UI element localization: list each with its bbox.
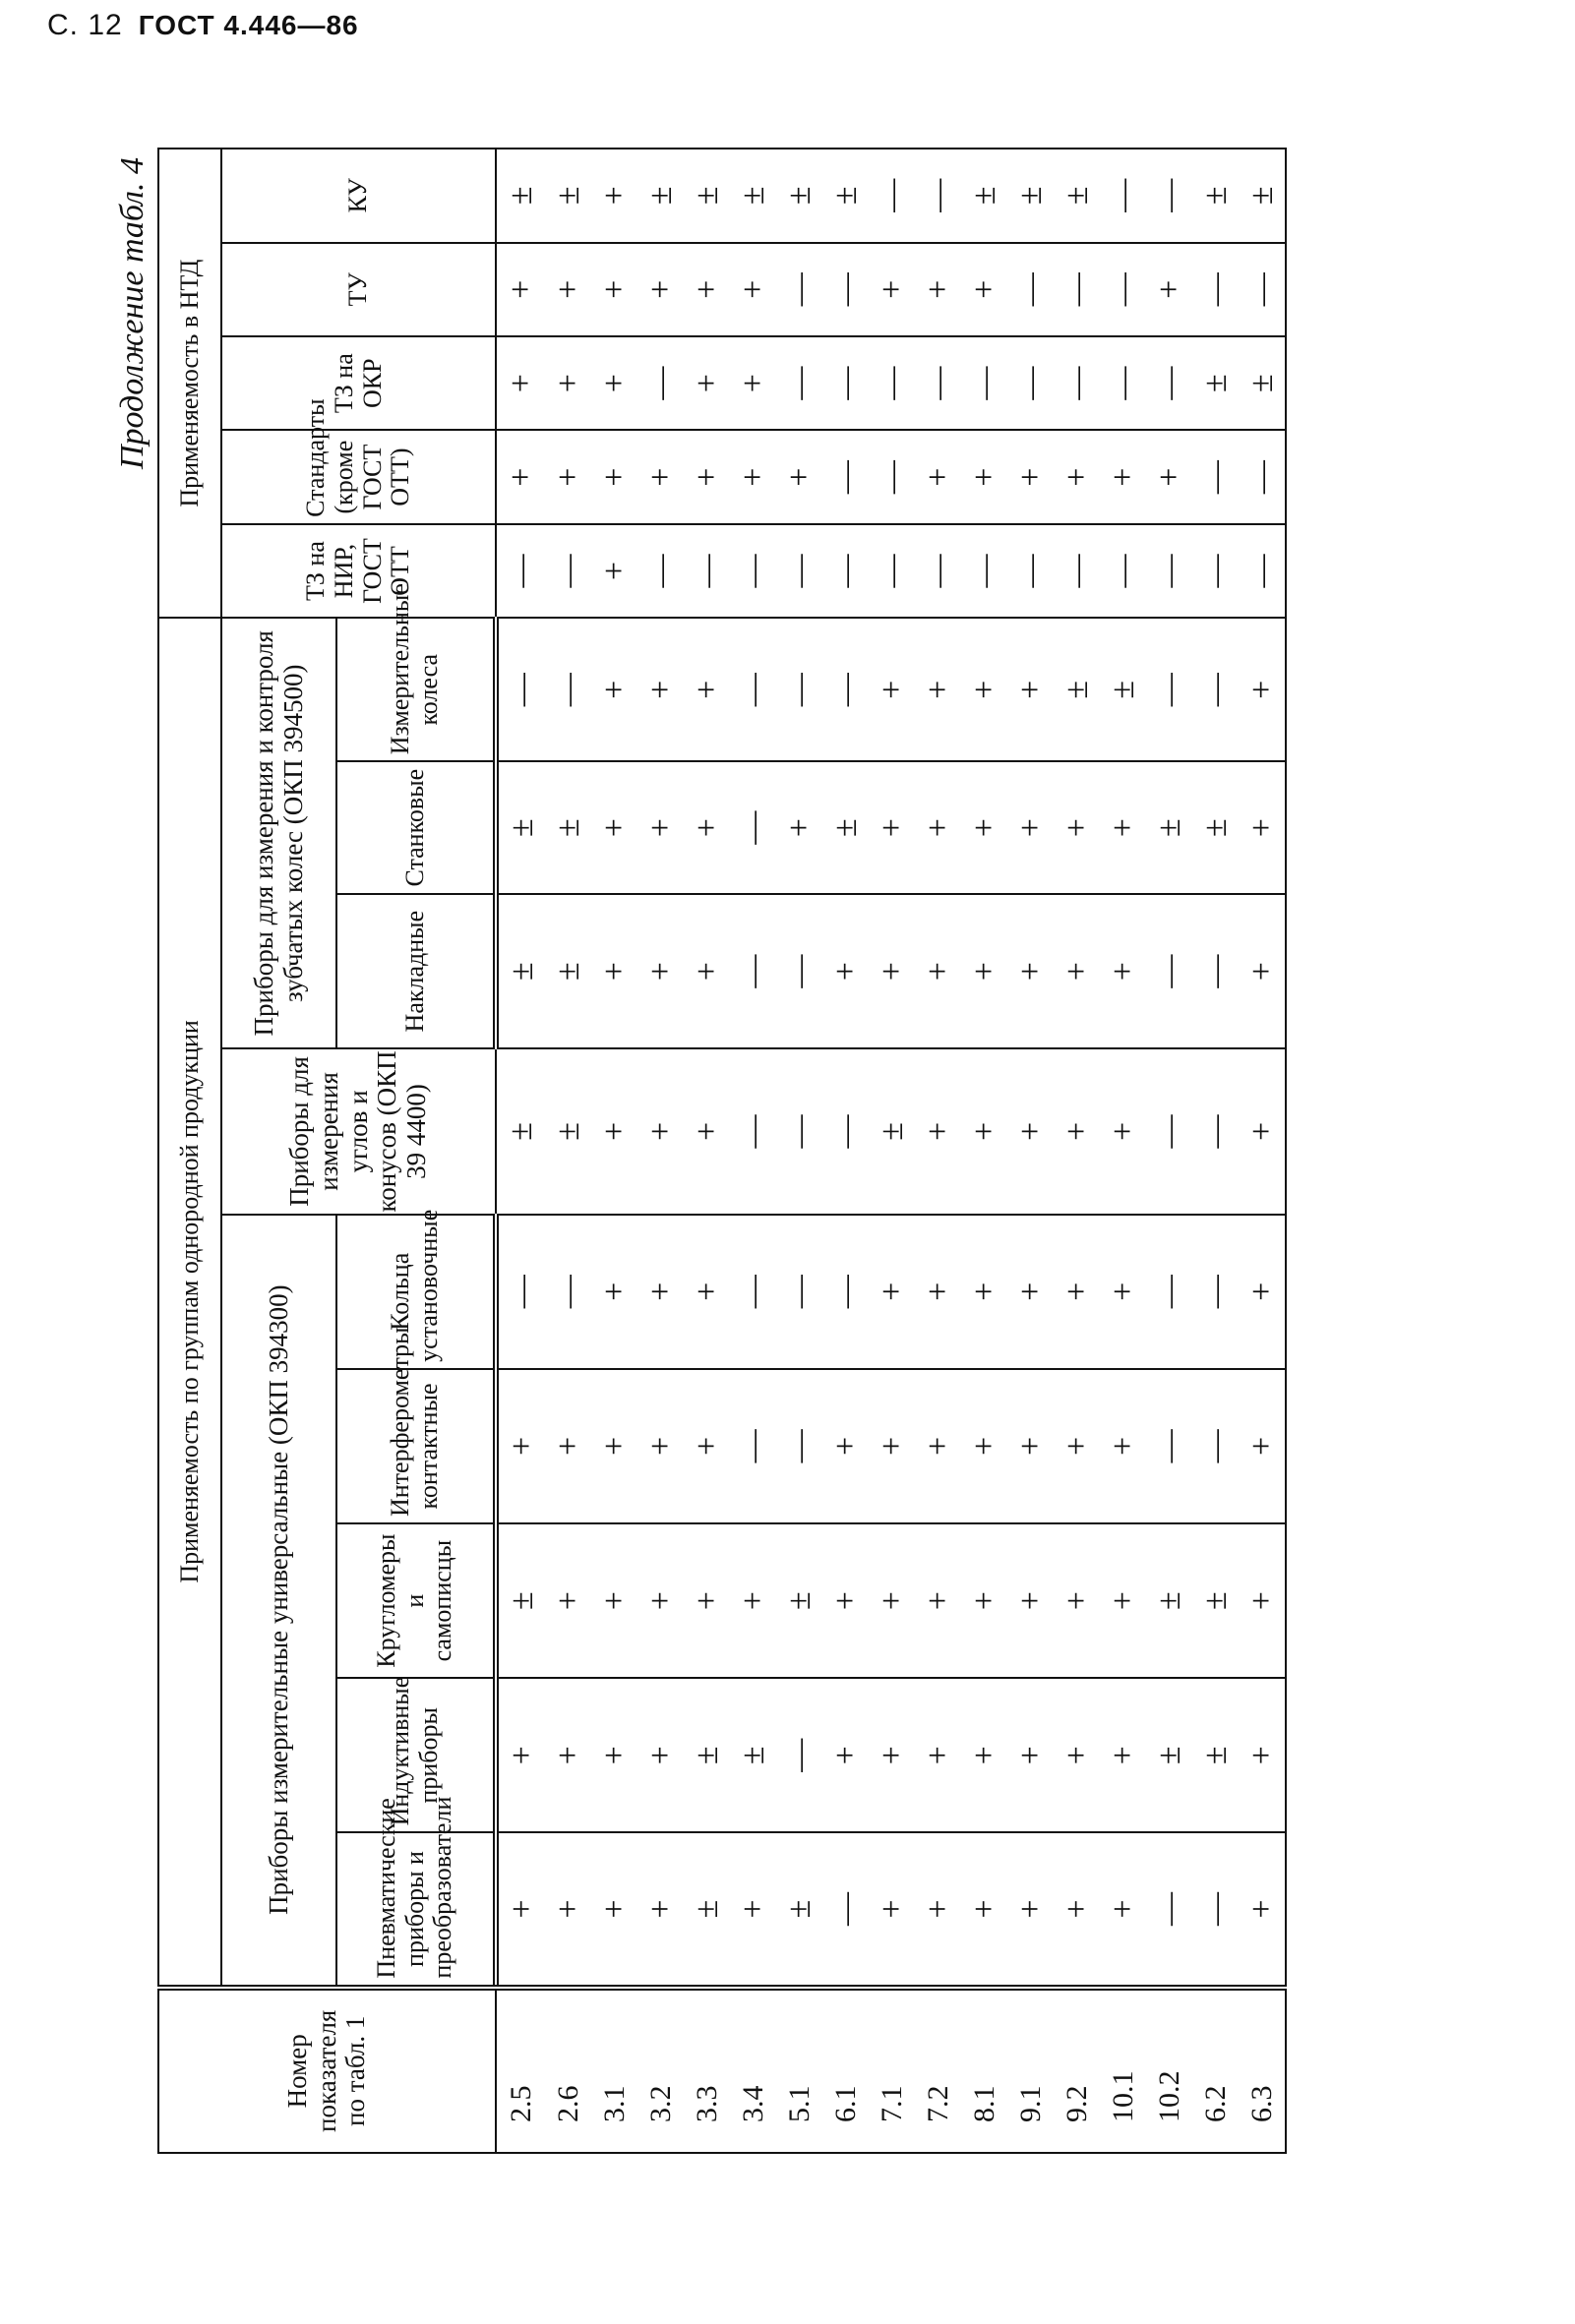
- cell-tu: +: [591, 243, 637, 336]
- cell-tz-okr: —: [915, 336, 961, 430]
- cell-master: +: [591, 618, 637, 761]
- cell-rings: +: [637, 1215, 684, 1369]
- cell-inductive: +: [1054, 1678, 1100, 1832]
- cell-interferometers: +: [1007, 1369, 1054, 1523]
- row-number-cell: 3.3: [684, 1988, 730, 2153]
- cell-ku: ±: [776, 149, 822, 243]
- cell-bench: +: [684, 761, 730, 894]
- cell-bench: +: [1054, 761, 1100, 894]
- col-roundness-header: Кругломеры и самописцы: [336, 1523, 496, 1678]
- cell-tz-nir: —: [496, 524, 545, 618]
- cell-standards: +: [684, 430, 730, 523]
- col-ku-header: КУ: [221, 149, 496, 243]
- cell-rings: +: [684, 1215, 730, 1369]
- cell-rings: —: [730, 1215, 776, 1369]
- cell-roundness: ±: [1192, 1523, 1239, 1678]
- cell-ku: ±: [545, 149, 591, 243]
- row-number-cell: 6.3: [1239, 1988, 1286, 2153]
- cell-ku: ±: [730, 149, 776, 243]
- cell-ku: ±: [1192, 149, 1239, 243]
- row-number-cell: 8.1: [961, 1988, 1007, 2153]
- cell-overhead: +: [869, 894, 915, 1048]
- row-number-cell: 2.6: [545, 1988, 591, 2153]
- row-number-cell: 10.1: [1100, 1988, 1146, 2153]
- cell-pneumatic: ±: [776, 1832, 822, 1987]
- cell-tz-nir: —: [776, 524, 822, 618]
- cell-rings: +: [591, 1215, 637, 1369]
- cell-master: ±: [1100, 618, 1146, 761]
- cell-roundness: +: [684, 1523, 730, 1678]
- cell-interferometers: +: [591, 1369, 637, 1523]
- cell-interferometers: —: [1146, 1369, 1192, 1523]
- cell-tu: +: [496, 243, 545, 336]
- cell-angles: +: [1239, 1048, 1286, 1214]
- cell-roundness: +: [915, 1523, 961, 1678]
- cell-tz-nir: —: [822, 524, 869, 618]
- cell-interferometers: +: [637, 1369, 684, 1523]
- col-inductive-header: Индуктивные приборы: [336, 1678, 496, 1832]
- cell-tz-nir: +: [591, 524, 637, 618]
- cell-roundness: +: [869, 1523, 915, 1678]
- cell-tz-nir: —: [1054, 524, 1100, 618]
- cell-rings: +: [869, 1215, 915, 1369]
- cell-inductive: +: [1239, 1678, 1286, 1832]
- cell-ku: ±: [1007, 149, 1054, 243]
- cell-angles: —: [730, 1048, 776, 1214]
- cell-tz-okr: —: [1054, 336, 1100, 430]
- cell-roundness: ±: [496, 1523, 545, 1678]
- table-row: [776, 149, 822, 2153]
- cell-tz-nir: —: [637, 524, 684, 618]
- cell-overhead: +: [637, 894, 684, 1048]
- table-row: [961, 149, 1007, 2153]
- cell-angles: +: [591, 1048, 637, 1214]
- cell-pneumatic: +: [869, 1832, 915, 1987]
- cell-overhead: +: [915, 894, 961, 1048]
- cell-roundness: ±: [776, 1523, 822, 1678]
- row-number-cell: 3.1: [591, 1988, 637, 2153]
- cell-interferometers: +: [496, 1369, 545, 1523]
- cell-pneumatic: +: [961, 1832, 1007, 1987]
- row-number-cell: 6.2: [1192, 1988, 1239, 2153]
- cell-tz-okr: —: [1100, 336, 1146, 430]
- cell-tu: +: [637, 243, 684, 336]
- cell-angles: +: [961, 1048, 1007, 1214]
- col-tu-header: ТУ: [221, 243, 496, 336]
- cell-inductive: +: [637, 1678, 684, 1832]
- cell-pneumatic: +: [496, 1832, 545, 1987]
- cell-standards: +: [1007, 430, 1054, 523]
- cell-angles: +: [1054, 1048, 1100, 1214]
- table-row: [1146, 149, 1192, 2153]
- table-row: [915, 149, 961, 2153]
- cell-standards: +: [961, 430, 1007, 523]
- cell-interferometers: +: [1054, 1369, 1100, 1523]
- page-number: С. 12: [47, 9, 123, 41]
- cell-roundness: ±: [1146, 1523, 1192, 1678]
- cell-tz-okr: +: [545, 336, 591, 430]
- col-tz-okr-header: ТЗ на ОКР: [221, 336, 496, 430]
- row-number-cell: 3.4: [730, 1988, 776, 2153]
- cell-inductive: ±: [684, 1678, 730, 1832]
- cell-ku: ±: [684, 149, 730, 243]
- cell-tu: —: [822, 243, 869, 336]
- cell-bench: ±: [545, 761, 591, 894]
- cell-bench: —: [730, 761, 776, 894]
- cell-tz-okr: —: [822, 336, 869, 430]
- cell-inductive: ±: [1192, 1678, 1239, 1832]
- cell-angles: +: [1007, 1048, 1054, 1214]
- cell-inductive: +: [496, 1678, 545, 1832]
- cell-rings: +: [1054, 1215, 1100, 1369]
- cell-angles: —: [776, 1048, 822, 1214]
- cell-master: +: [869, 618, 915, 761]
- cell-master: +: [637, 618, 684, 761]
- cell-standards: +: [1100, 430, 1146, 523]
- sub-angles-header: Приборы для измерения углов и конусов (ОКП 39 4400): [221, 1048, 496, 1214]
- cell-roundness: +: [1100, 1523, 1146, 1678]
- cell-angles: ±: [869, 1048, 915, 1214]
- row-number-cell: 7.1: [869, 1988, 915, 2153]
- cell-standards: +: [776, 430, 822, 523]
- col-rings-header: Кольца установочные: [336, 1215, 496, 1369]
- cell-inductive: +: [1007, 1678, 1054, 1832]
- table-row: [1239, 149, 1286, 2153]
- row-number-cell: 9.1: [1007, 1988, 1054, 2153]
- cell-tz-nir: —: [915, 524, 961, 618]
- cell-master: —: [545, 618, 591, 761]
- cell-ku: —: [1100, 149, 1146, 243]
- table-body: [496, 149, 1286, 2153]
- cell-bench: +: [637, 761, 684, 894]
- cell-inductive: +: [961, 1678, 1007, 1832]
- cell-pneumatic: +: [1007, 1832, 1054, 1987]
- cell-inductive: ±: [730, 1678, 776, 1832]
- cell-overhead: ±: [496, 894, 545, 1048]
- col-overhead-header: Накладные: [336, 894, 496, 1048]
- cell-ku: ±: [822, 149, 869, 243]
- cell-standards: —: [822, 430, 869, 523]
- cell-tz-nir: —: [684, 524, 730, 618]
- cell-interferometers: +: [961, 1369, 1007, 1523]
- cell-pneumatic: +: [1239, 1832, 1286, 1987]
- applicability-table: [157, 148, 1287, 2154]
- row-number-cell: 9.2: [1054, 1988, 1100, 2153]
- cell-overhead: +: [961, 894, 1007, 1048]
- cell-angles: ±: [496, 1048, 545, 1214]
- cell-bench: ±: [822, 761, 869, 894]
- cell-bench: +: [1100, 761, 1146, 894]
- cell-master: +: [961, 618, 1007, 761]
- cell-pneumatic: +: [1054, 1832, 1100, 1987]
- cell-rings: +: [1239, 1215, 1286, 1369]
- cell-rings: —: [822, 1215, 869, 1369]
- cell-pneumatic: —: [1146, 1832, 1192, 1987]
- cell-angles: +: [915, 1048, 961, 1214]
- cell-tz-nir: —: [1100, 524, 1146, 618]
- cell-standards: +: [496, 430, 545, 523]
- cell-inductive: +: [591, 1678, 637, 1832]
- sub-gears-header: Приборы для измерения и контроля зубчатых колес (ОКП 394500): [221, 618, 336, 1048]
- cell-tz-okr: ±: [1192, 336, 1239, 430]
- cell-tu: —: [776, 243, 822, 336]
- cell-tz-nir: —: [545, 524, 591, 618]
- cell-master: —: [822, 618, 869, 761]
- col-standards-header: Стандарты (кроме ГОСТ ОТТ): [221, 430, 496, 523]
- cell-interferometers: —: [776, 1369, 822, 1523]
- cell-master: —: [730, 618, 776, 761]
- table-row: [591, 149, 637, 2153]
- cell-roundness: +: [822, 1523, 869, 1678]
- cell-master: —: [776, 618, 822, 761]
- rotated-table-area: [98, 148, 1279, 2154]
- cell-ku: ±: [961, 149, 1007, 243]
- table-row: [822, 149, 869, 2153]
- cell-interferometers: +: [545, 1369, 591, 1523]
- cell-tu: —: [1054, 243, 1100, 336]
- cell-tz-nir: —: [961, 524, 1007, 618]
- cell-overhead: +: [1054, 894, 1100, 1048]
- cell-tz-okr: ±: [1239, 336, 1286, 430]
- cell-tu: +: [684, 243, 730, 336]
- cell-ku: —: [1146, 149, 1192, 243]
- cell-master: +: [915, 618, 961, 761]
- cell-ku: ±: [496, 149, 545, 243]
- cell-interferometers: +: [869, 1369, 915, 1523]
- cell-pneumatic: +: [591, 1832, 637, 1987]
- cell-master: —: [1146, 618, 1192, 761]
- cell-interferometers: —: [1192, 1369, 1239, 1523]
- cell-ku: ±: [1054, 149, 1100, 243]
- cell-overhead: —: [1192, 894, 1239, 1048]
- cell-angles: +: [684, 1048, 730, 1214]
- cell-rings: —: [545, 1215, 591, 1369]
- cell-angles: —: [1192, 1048, 1239, 1214]
- cell-overhead: —: [1146, 894, 1192, 1048]
- cell-angles: ±: [545, 1048, 591, 1214]
- col-interferometers-header: Интерферометры контактные: [336, 1369, 496, 1523]
- cell-roundness: +: [961, 1523, 1007, 1678]
- cell-inductive: +: [869, 1678, 915, 1832]
- cell-ku: —: [869, 149, 915, 243]
- standard-code: ГОСТ 4.446—86: [138, 10, 359, 40]
- cell-roundness: +: [591, 1523, 637, 1678]
- cell-overhead: +: [591, 894, 637, 1048]
- cell-standards: +: [730, 430, 776, 523]
- cell-pneumatic: ±: [684, 1832, 730, 1987]
- cell-ku: +: [591, 149, 637, 243]
- cell-roundness: +: [1239, 1523, 1286, 1678]
- cell-rings: +: [1007, 1215, 1054, 1369]
- cell-standards: +: [1146, 430, 1192, 523]
- cell-inductive: —: [776, 1678, 822, 1832]
- cell-overhead: —: [730, 894, 776, 1048]
- cell-bench: ±: [1192, 761, 1239, 894]
- cell-bench: +: [1007, 761, 1054, 894]
- cell-tz-okr: —: [776, 336, 822, 430]
- row-number-cell: 6.1: [822, 1988, 869, 2153]
- cell-rings: —: [776, 1215, 822, 1369]
- cell-tz-nir: —: [869, 524, 915, 618]
- cell-overhead: ±: [545, 894, 591, 1048]
- cell-tu: +: [545, 243, 591, 336]
- cell-tz-okr: —: [961, 336, 1007, 430]
- table-row: [1007, 149, 1054, 2153]
- cell-rings: +: [915, 1215, 961, 1369]
- cell-tz-okr: +: [730, 336, 776, 430]
- cell-overhead: +: [1239, 894, 1286, 1048]
- cell-standards: —: [1239, 430, 1286, 523]
- cell-tu: +: [730, 243, 776, 336]
- cell-master: —: [496, 618, 545, 761]
- table-row: [545, 149, 591, 2153]
- cell-standards: +: [545, 430, 591, 523]
- cell-standards: +: [1054, 430, 1100, 523]
- col-pneumatic-header: Пневматические приборы и преобразователи: [336, 1832, 496, 1987]
- cell-standards: +: [637, 430, 684, 523]
- table-row: [1192, 149, 1239, 2153]
- cell-tu: +: [1146, 243, 1192, 336]
- cell-overhead: +: [822, 894, 869, 1048]
- cell-standards: —: [1192, 430, 1239, 523]
- cell-bench: +: [961, 761, 1007, 894]
- col-master-header: Измерительные колеса: [336, 618, 496, 761]
- page-header: [47, 0, 359, 51]
- col-bench-header: Станковые: [336, 761, 496, 894]
- cell-pneumatic: —: [1192, 1832, 1239, 1987]
- cell-standards: +: [915, 430, 961, 523]
- cell-roundness: +: [637, 1523, 684, 1678]
- cell-tu: —: [1192, 243, 1239, 336]
- cell-overhead: +: [684, 894, 730, 1048]
- cell-roundness: +: [1007, 1523, 1054, 1678]
- cell-pneumatic: —: [822, 1832, 869, 1987]
- cell-bench: +: [869, 761, 915, 894]
- cell-master: +: [684, 618, 730, 761]
- cell-ku: ±: [1239, 149, 1286, 243]
- cell-rings: —: [1146, 1215, 1192, 1369]
- cell-tu: —: [1239, 243, 1286, 336]
- row-number-cell: 5.1: [776, 1988, 822, 2153]
- row-number-cell: 3.2: [637, 1988, 684, 2153]
- table-row: [1054, 149, 1100, 2153]
- cell-pneumatic: +: [730, 1832, 776, 1987]
- cell-master: ±: [1054, 618, 1100, 761]
- cell-roundness: +: [730, 1523, 776, 1678]
- cell-rings: +: [1100, 1215, 1146, 1369]
- table-row: [684, 149, 730, 2153]
- group-products-header: Применяемость по группам однородной продукции: [158, 618, 221, 1987]
- table-row: [496, 149, 545, 2153]
- cell-tz-okr: +: [591, 336, 637, 430]
- cell-interferometers: +: [1100, 1369, 1146, 1523]
- cell-rings: —: [1192, 1215, 1239, 1369]
- group-ntd-header: Применяемость в НТД: [158, 149, 221, 618]
- cell-ku: ±: [637, 149, 684, 243]
- cell-master: —: [1192, 618, 1239, 761]
- col-tz-nir-header: ТЗ на НИР, ГОСТ ОТТ: [221, 524, 496, 618]
- cell-overhead: —: [776, 894, 822, 1048]
- cell-master: +: [1007, 618, 1054, 761]
- cell-bench: ±: [1146, 761, 1192, 894]
- cell-tz-okr: +: [684, 336, 730, 430]
- cell-tu: +: [869, 243, 915, 336]
- cell-angles: +: [1100, 1048, 1146, 1214]
- table-rotation-frame: [98, 148, 1279, 2154]
- table-row: [730, 149, 776, 2153]
- cell-tu: +: [961, 243, 1007, 336]
- cell-tz-okr: —: [1007, 336, 1054, 430]
- row-number-cell: 7.2: [915, 1988, 961, 2153]
- table-row: [1100, 149, 1146, 2153]
- cell-tz-okr: —: [637, 336, 684, 430]
- cell-tz-nir: —: [1239, 524, 1286, 618]
- cell-roundness: +: [1054, 1523, 1100, 1678]
- cell-interferometers: +: [684, 1369, 730, 1523]
- index-header: Номер показателя по табл. 1: [158, 1988, 496, 2153]
- cell-interferometers: +: [915, 1369, 961, 1523]
- cell-bench: ±: [496, 761, 545, 894]
- sub-universal-header: Приборы измерительные универсальные (ОКП 394300): [221, 1215, 336, 1988]
- cell-tz-okr: —: [1146, 336, 1192, 430]
- cell-inductive: ±: [1146, 1678, 1192, 1832]
- cell-tz-nir: —: [1192, 524, 1239, 618]
- cell-interferometers: +: [1239, 1369, 1286, 1523]
- cell-interferometers: —: [730, 1369, 776, 1523]
- cell-bench: +: [591, 761, 637, 894]
- cell-inductive: +: [822, 1678, 869, 1832]
- cell-tz-nir: —: [1007, 524, 1054, 618]
- cell-interferometers: +: [822, 1369, 869, 1523]
- table-row: [869, 149, 915, 2153]
- cell-ku: —: [915, 149, 961, 243]
- cell-rings: —: [496, 1215, 545, 1369]
- cell-master: +: [1239, 618, 1286, 761]
- cell-overhead: +: [1007, 894, 1054, 1048]
- cell-tu: —: [1007, 243, 1054, 336]
- cell-angles: —: [822, 1048, 869, 1214]
- cell-bench: +: [1239, 761, 1286, 894]
- cell-tz-okr: —: [869, 336, 915, 430]
- cell-overhead: +: [1100, 894, 1146, 1048]
- cell-inductive: +: [915, 1678, 961, 1832]
- cell-pneumatic: +: [1100, 1832, 1146, 1987]
- cell-angles: —: [1146, 1048, 1192, 1214]
- cell-pneumatic: +: [637, 1832, 684, 1987]
- continuation-title: Продолжение табл. 4: [114, 157, 151, 470]
- cell-inductive: +: [545, 1678, 591, 1832]
- cell-roundness: +: [545, 1523, 591, 1678]
- cell-standards: +: [591, 430, 637, 523]
- cell-tu: +: [915, 243, 961, 336]
- cell-tz-okr: +: [496, 336, 545, 430]
- cell-bench: +: [915, 761, 961, 894]
- cell-rings: +: [961, 1215, 1007, 1369]
- cell-tz-nir: —: [730, 524, 776, 618]
- cell-pneumatic: +: [545, 1832, 591, 1987]
- row-number-cell: 2.5: [496, 1988, 545, 2153]
- cell-angles: +: [637, 1048, 684, 1214]
- cell-inductive: +: [1100, 1678, 1146, 1832]
- cell-bench: +: [776, 761, 822, 894]
- table-row: [637, 149, 684, 2153]
- row-number-cell: 10.2: [1146, 1988, 1192, 2153]
- cell-tz-nir: —: [1146, 524, 1192, 618]
- cell-standards: —: [869, 430, 915, 523]
- cell-tu: —: [1100, 243, 1146, 336]
- cell-pneumatic: +: [915, 1832, 961, 1987]
